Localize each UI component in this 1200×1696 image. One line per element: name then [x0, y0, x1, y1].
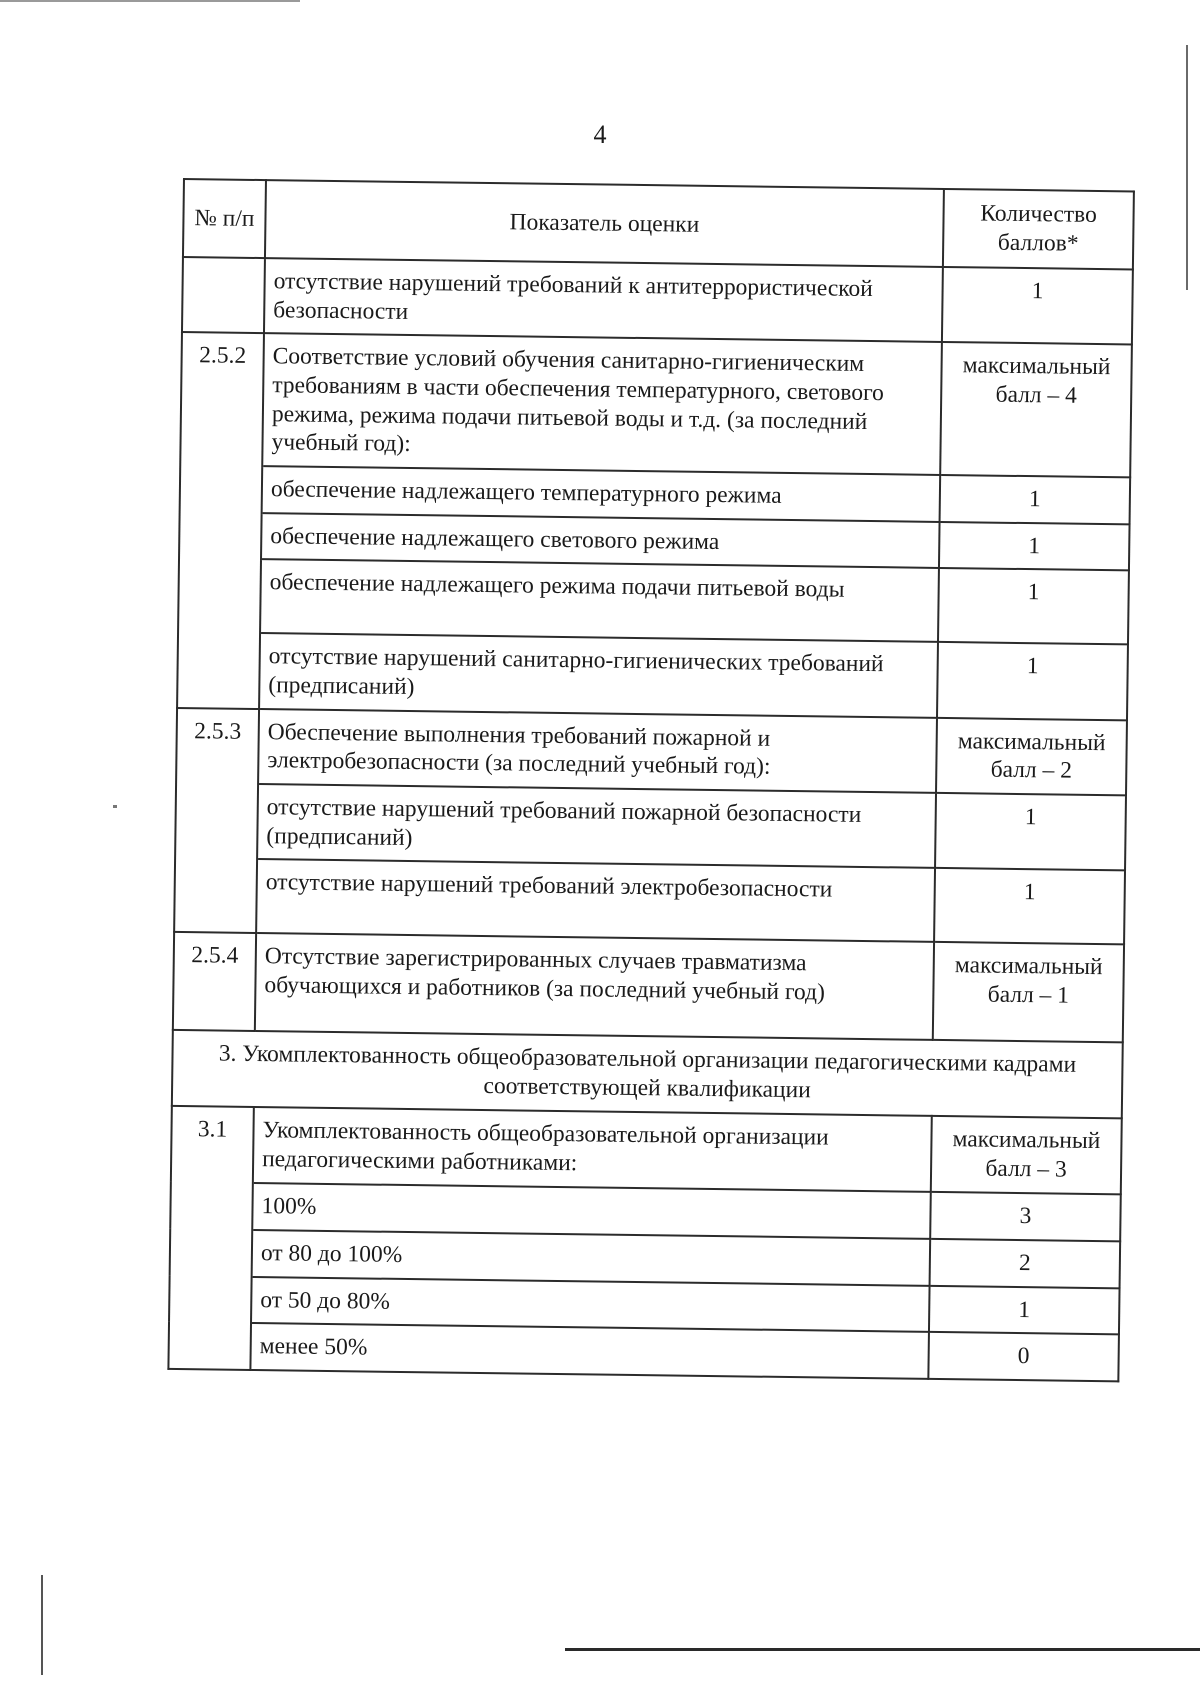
row-num: 2.5.2: [180, 332, 264, 466]
row-points: 3: [930, 1192, 1121, 1241]
table-row: [182, 257, 1133, 345]
scan-edge-top: [0, 0, 300, 2]
row-indicator: Укомплектованность общеобразовательной организации педагогическими работниками:: [253, 1107, 932, 1192]
table-row: [175, 783, 1126, 871]
row-num: 2.5.4: [173, 932, 256, 1031]
row-num: [177, 632, 260, 708]
row-num: 3.1: [171, 1106, 254, 1183]
row-points: 1: [934, 868, 1125, 944]
row-points: максимальный балл – 2: [936, 717, 1127, 795]
table-row: [177, 632, 1128, 720]
row-points: 1: [935, 793, 1126, 871]
scan-edge-right: [1186, 45, 1188, 290]
row-points: максимальный балл – 4: [940, 342, 1132, 477]
row-indicator: отсутствие нарушений требований пожарной безопасности (предписаний): [257, 784, 936, 868]
row-points: максимальный балл – 3: [931, 1116, 1122, 1194]
table-row: [180, 332, 1132, 477]
row-indicator: Отсутствие зарегистрированных случаев травматизма обучающихся и работников (за последний учебный год): [255, 933, 934, 1040]
row-points: 1: [937, 642, 1128, 720]
row-num: [170, 1229, 253, 1277]
row-num: [178, 558, 261, 633]
evaluation-table: [167, 178, 1135, 1382]
row-points: 1: [939, 522, 1130, 571]
row-points: 2: [930, 1239, 1121, 1288]
table-header-row: [183, 179, 1134, 269]
row-num: [174, 858, 257, 933]
scan-edge-left: [41, 1575, 43, 1675]
row-num: [179, 512, 262, 560]
row-indicator: от 50 до 80%: [251, 1276, 930, 1332]
scan-speck: [113, 805, 117, 808]
row-indicator: 100%: [252, 1183, 931, 1239]
row-indicator: Обеспечение выполнения требований пожарной и электробезопасности (за последний учебный год):: [258, 709, 937, 793]
row-indicator: обеспечение надлежащего режима подачи питьевой воды: [260, 559, 939, 642]
row-num: [180, 465, 263, 513]
table-row: [174, 858, 1125, 944]
scan-edge-bottom: [565, 1648, 1200, 1651]
section-row: [172, 1030, 1123, 1118]
row-num: [170, 1182, 253, 1230]
table-row: [171, 1106, 1122, 1194]
table-row: [178, 558, 1129, 644]
row-points: 0: [928, 1332, 1119, 1381]
section-title: 3. Укомплектованность общеобразовательной организации педагогическими кадрами соответствующей квалификации: [172, 1030, 1123, 1118]
row-indicator: обеспечение надлежащего температурного режима: [262, 466, 941, 522]
row-points: 1: [938, 568, 1129, 644]
row-indicator: от 80 до 100%: [252, 1230, 931, 1286]
row-num: [168, 1322, 251, 1370]
page-number: 4: [593, 120, 607, 149]
row-num: [169, 1275, 252, 1323]
row-indicator: Соответствие условий обучения санитарно-гигиеническим требованиям в части обеспечения температурного, светового режима, режима подачи питьевой воды и т.д. (за последний учебный год):: [262, 333, 942, 474]
row-points: 1: [940, 475, 1131, 524]
row-points: 1: [929, 1285, 1120, 1334]
header-num: № п/п: [183, 179, 266, 258]
row-indicator: менее 50%: [250, 1323, 929, 1379]
row-points: максимальный балл – 1: [933, 942, 1124, 1042]
row-indicator: отсутствие нарушений санитарно-гигиенических требований (предписаний): [259, 633, 938, 717]
row-indicator: обеспечение надлежащего светового режима: [261, 513, 940, 569]
row-indicator: отсутствие нарушений требований электробезопасности: [256, 859, 935, 942]
row-num: [175, 783, 258, 859]
header-points: Количество баллов*: [943, 189, 1134, 269]
row-num: [182, 257, 265, 333]
table-row: [176, 708, 1127, 796]
table-row: [173, 932, 1124, 1042]
header-indicator: Показатель оценки: [265, 180, 944, 267]
row-indicator: отсутствие нарушений требований к антитеррористической безопасности: [264, 258, 943, 342]
row-num: 2.5.3: [176, 708, 259, 784]
row-points: 1: [942, 267, 1133, 345]
